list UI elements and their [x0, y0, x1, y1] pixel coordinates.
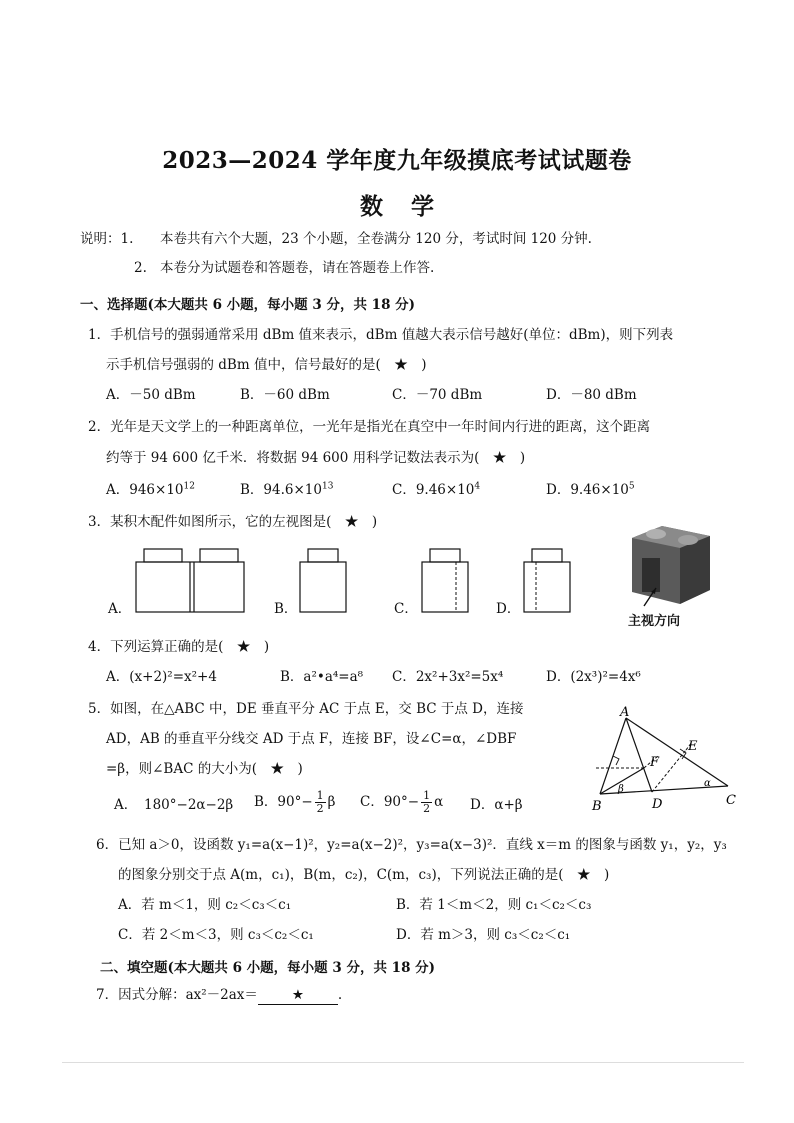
q3-option-d-label: D． — [496, 601, 521, 617]
q5-label-alpha: α — [704, 778, 711, 789]
q3-option-b-figure — [296, 544, 352, 616]
q3-view-caption: 主视方向 — [628, 614, 681, 629]
q6-line-2: 的图象分别交于点 A(m，c₁)，B(m，c₂)，C(m，c₃)，下列说法正确的是( ★ ) — [118, 867, 610, 883]
q6-option-a: A．若 m＜1，则 c₂＜c₃＜c₁ — [118, 897, 292, 913]
notes-label: 说明：1. — [80, 231, 134, 247]
exam-title: 2023—2024 学年度九年级摸底考试试题卷 — [162, 147, 632, 174]
q1-line-1: 1．手机信号的强弱通常采用 dBm 值来表示，dBm 值越大表示信号越好(单位：dBm)，则下列表 — [88, 327, 674, 343]
q1-option-a: A．－50 dBm — [106, 387, 196, 403]
q7-line: 7．因式分解：ax²－2ax＝ ★ . — [96, 987, 343, 1003]
q2-option-c: C．$9.46\times 10^4$ — [392, 481, 481, 498]
q5-option-b: B．90°− $\frac{1}{2}$ β — [254, 789, 336, 815]
q5-line-2: AD，AB 的垂直平分线交 AD 于点 F，连接 BF，设∠C=α，∠DBF — [106, 731, 517, 747]
q4-option-b: B．a²•a⁴=a⁸ — [280, 669, 364, 685]
q3-option-c-figure — [418, 544, 474, 616]
q4-option-c: C．2x²+3x²=5x⁴ — [392, 669, 504, 685]
q1-option-c: C．－70 dBm — [392, 387, 483, 403]
q3-block-photo — [622, 518, 716, 610]
q2-line-2: 约等于 94 600 亿千米．将数据 94 600 用科学记数法表示为( ★ ) — [106, 450, 526, 466]
q5-label-beta: β — [618, 784, 624, 795]
q2-option-d: D．$9.46\times 10^5$ — [546, 481, 635, 498]
q5-option-a: A． 180°−2α−2β — [114, 797, 234, 813]
q3-option-d-figure — [520, 544, 576, 616]
q1-line-2: 示手机信号强弱的 dBm 值中，信号最好的是( ★ ) — [106, 357, 427, 373]
q1-option-d: D．－80 dBm — [546, 387, 637, 403]
notes-item-2: 本卷分为试题卷和答题卷，请在答题卷上作答. — [160, 260, 435, 276]
q2-line-1: 2．光年是天文学上的一种距离单位，一光年是指光在真空中一年时间内行进的距离，这个距离 — [88, 419, 651, 435]
q6-option-d: D．若 m＞3，则 c₃＜c₂＜c₁ — [396, 927, 571, 943]
subject-title: 数学 — [360, 193, 462, 220]
notes-item-1: 本卷共有六个大题，23 个小题，全卷满分 120 分，考试时间 120 分钟. — [160, 231, 592, 247]
section-heading-choice: 一、选择题(本大题共 6 小题，每小题 3 分，共 18 分) — [80, 297, 416, 313]
notes-num-2: 2. — [134, 260, 147, 276]
q6-option-b: B．若 1＜m＜2，则 c₁＜c₂＜c₃ — [396, 897, 592, 913]
q2-option-b: B．$94.6\times 10^{13}$ — [240, 481, 334, 498]
q2-option-a: A．$946\times 10^{12}$ — [106, 481, 195, 498]
q5-label-d: D — [652, 797, 663, 812]
q4-option-d: D．(2x³)²=4x⁶ — [546, 669, 641, 685]
q5-label-b: B — [592, 799, 602, 814]
q3-option-a-figure — [130, 544, 250, 616]
q5-label-e: E — [688, 739, 698, 754]
q5-label-f: F — [650, 755, 660, 770]
q6-option-c: C．若 2＜m＜3，则 c₃＜c₂＜c₁ — [118, 927, 314, 943]
q1-option-b: B．－60 dBm — [240, 387, 330, 403]
q5-line-1: 5．如图，在△ABC 中，DE 垂直平分 AC 于点 E，交 BC 于点 D，连接 — [88, 701, 524, 717]
q3-option-b-label: B． — [274, 601, 298, 617]
q7-answer-blank: ★ — [258, 986, 338, 1005]
q3-option-a-label: A． — [108, 601, 132, 617]
bottom-rule — [62, 1062, 744, 1063]
q5-triangle-figure — [588, 704, 748, 816]
q3-line-1: 3．某积木配件如图所示，它的左视图是( ★ ) — [88, 514, 378, 530]
q3-option-c-label: C． — [394, 601, 418, 617]
q4-option-a: A．(x+2)²=x²+4 — [106, 669, 217, 685]
q5-label-a: A — [620, 705, 630, 720]
q5-option-d: D．α+β — [470, 797, 523, 813]
q5-option-c: C．90°− $\frac{1}{2}$ α — [360, 789, 444, 815]
q4-line-1: 4．下列运算正确的是( ★ ) — [88, 639, 270, 655]
q5-line-3: =β，则∠BAC 的大小为( ★ ) — [106, 761, 303, 777]
q5-label-c: C — [726, 793, 736, 808]
q6-line-1: 6．已知 a＞0，设函数 y₁=a(x−1)²，y₂=a(x−2)²，y₃=a(x−3)²．直线 x＝m 的图象与函数 y₁，y₂，y₃ — [96, 837, 727, 853]
section-heading-fill: 二、填空题(本大题共 6 小题，每小题 3 分，共 18 分) — [100, 960, 436, 976]
